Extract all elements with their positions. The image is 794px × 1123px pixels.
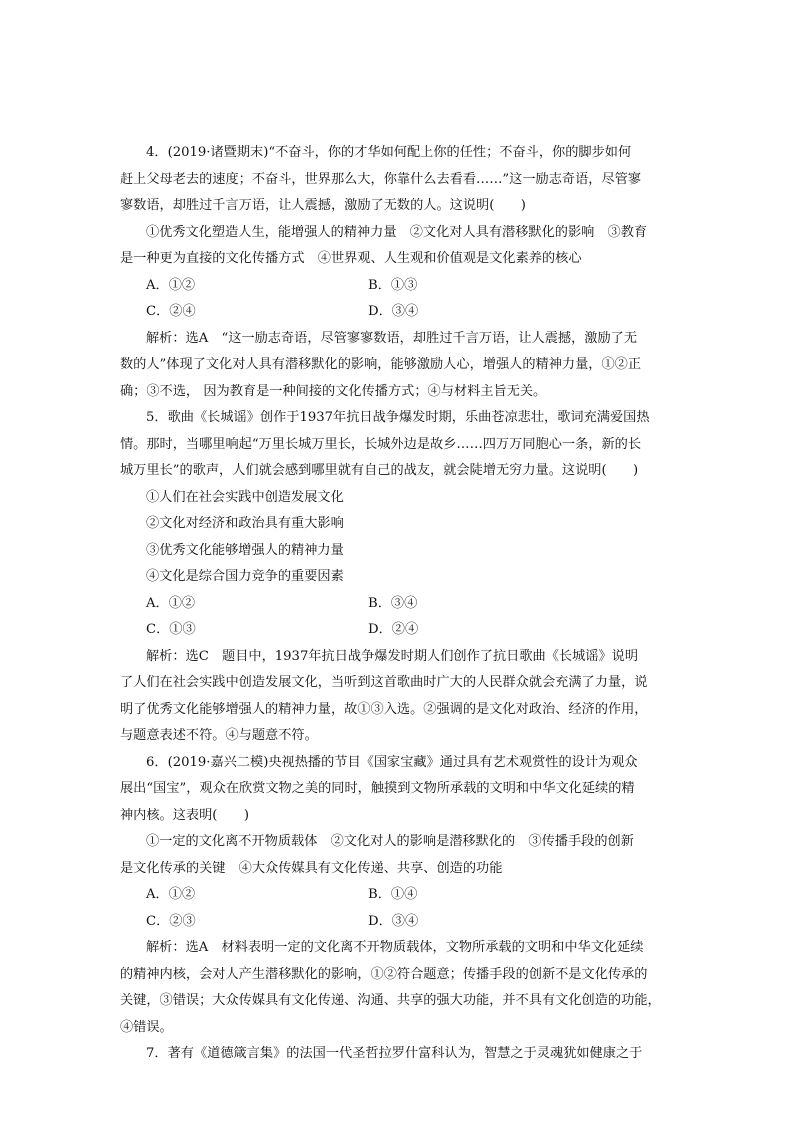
question-4-options-row bbox=[120, 273, 680, 300]
question-6-analysis-line: 解析：选A 材料表明一定的文化离不开物质载体，文物所承载的文明和中华文化延续 bbox=[146, 940, 644, 955]
question-4-analysis-line: 确；③不选， 因为教育是一种间接的文化传播方式；④与材料主旨无关。 bbox=[120, 383, 547, 399]
question-7 bbox=[120, 1041, 680, 1068]
option-b: B．①③ bbox=[368, 277, 418, 293]
document-page bbox=[120, 140, 680, 1068]
question-5-options-row bbox=[120, 617, 680, 644]
question-5-stem-line: 5．歌曲《长城谣》创作于1937年抗日战争爆发时期，乐曲苍凉悲壮，歌词充满爱国热 bbox=[146, 410, 650, 425]
question-5-analysis-line: 解析：选C 题目中，1937年抗日战争爆发时期人们创作了抗日歌曲《长城谣》说明 bbox=[146, 648, 639, 664]
question-6-analysis-line: 的精神内核，会对人产生潜移默化的影响，①②符合题意；传播手段的创新不是文化传承的 bbox=[120, 966, 648, 982]
question-5-analysis-line: 明了优秀文化能够增强人的精神力量，故①③入选。②强调的是文化对政治、经济的作用， bbox=[120, 701, 648, 717]
option-a: A．①② bbox=[146, 277, 196, 293]
question-5 bbox=[120, 405, 680, 750]
question-5-stem-line: 情。那时，当哪里响起“万里长城万里长，长城外边是故乡……四万万同胞心一条，新的长 bbox=[120, 436, 642, 452]
question-4-stem-line: 寥数语，却胜过千言万语，让人震撼，激励了无数的人。这说明( ) bbox=[120, 198, 526, 213]
question-6-stem-line: 神内核。这表明( ) bbox=[120, 807, 249, 823]
option-d: D．③④ bbox=[368, 913, 419, 929]
question-6-options-row bbox=[120, 909, 680, 936]
question-4 bbox=[120, 140, 680, 405]
question-6-stem-line: 6．(2019·嘉兴二模)央视热播的节目《国家宝藏》通过具有艺术观赏性的设计为观众 bbox=[146, 754, 638, 770]
question-4-options-row bbox=[120, 299, 680, 326]
question-5-stem-line: 城万里长”的歌声，人们就会感到哪里就有自己的战友，就会陡增无穷力量。这说明( ) bbox=[120, 463, 639, 478]
question-5-item-line: ①人们在社会实践中创造发展文化 bbox=[146, 489, 344, 505]
question-5-item-line: ④文化是综合国力竞争的重要因素 bbox=[146, 569, 344, 584]
question-4-item-line: 是一种更为直接的文化传播方式 ④世界观、人生观和价值观是文化素养的核心 bbox=[120, 251, 582, 266]
question-6-stem-line: 展出“国宝”，观众在欣赏文物之美的同时，触摸到文物所承载的文明和中华文化延续的精 bbox=[120, 781, 635, 796]
option-c: C．①③ bbox=[146, 622, 196, 637]
option-a: A．①② bbox=[146, 595, 196, 611]
question-4-stem-line: 赶上父母老去的速度；不奋斗，世界那么大，你靠什么去看看……”这一励志奇语，尽管寥 bbox=[120, 171, 642, 187]
option-a: A．①② bbox=[146, 887, 196, 902]
question-6 bbox=[120, 750, 680, 1042]
option-b: B．③④ bbox=[368, 595, 418, 611]
option-d: D．②④ bbox=[368, 622, 419, 637]
question-6-item-line: ①一定的文化离不开物质载体 ②文化对人的影响是潜移默化的 ③传播手段的创新 bbox=[146, 834, 634, 849]
question-5-item-line: ③优秀文化能够增强人的精神力量 bbox=[146, 542, 344, 558]
question-6-analysis-line: 关键，③错误；大众传媒具有文化传递、沟通、共享的强大功能，并不具有文化创造的功能， bbox=[120, 993, 661, 1008]
option-c: C．②③ bbox=[146, 913, 196, 929]
question-4-item-line: ①优秀文化塑造人生，能增强人的精神力量 ②文化对人具有潜移默化的影响 ③教育 bbox=[146, 224, 648, 240]
question-4-analysis-line: 数的人”体现了文化对人具有潜移默化的影响，能够激励人心，增强人的精神力量，①②正 bbox=[120, 357, 642, 372]
question-5-options-row bbox=[120, 591, 680, 618]
question-7-stem-line: 7．著有《道德箴言集》的法国一代圣哲拉罗什富科认为，智慧之于灵魂犹如健康之于 bbox=[146, 1046, 643, 1061]
option-d: D．③④ bbox=[368, 304, 419, 319]
option-c: C．②④ bbox=[146, 304, 196, 319]
question-6-item-line: 是文化传承的关键 ④大众传媒具有文化传递、共享、创造的功能 bbox=[120, 860, 503, 876]
question-5-item-line: ②文化对经济和政治具有重大影响 bbox=[146, 516, 344, 531]
option-b: B．①④ bbox=[368, 887, 418, 902]
question-5-analysis-line: 了人们在社会实践中创造发展文化，当听到这首歌曲时广大的人民群众就会充满了力量，说 bbox=[120, 675, 648, 690]
question-6-options-row bbox=[120, 882, 680, 909]
question-5-analysis-line: 与题意表述不符。④与题意不符。 bbox=[120, 728, 318, 743]
question-6-analysis-line: ④错误。 bbox=[120, 1019, 173, 1035]
question-4-stem-line: 4．(2019·诸暨期末)“不奋斗，你的才华如何配上你的任性；不奋斗，你的脚步如何 bbox=[146, 145, 632, 160]
question-4-analysis-line: 解析：选A “这一励志奇语，尽管寥寥数语，却胜过千言万语，让人震撼，激励了无 bbox=[146, 330, 638, 346]
